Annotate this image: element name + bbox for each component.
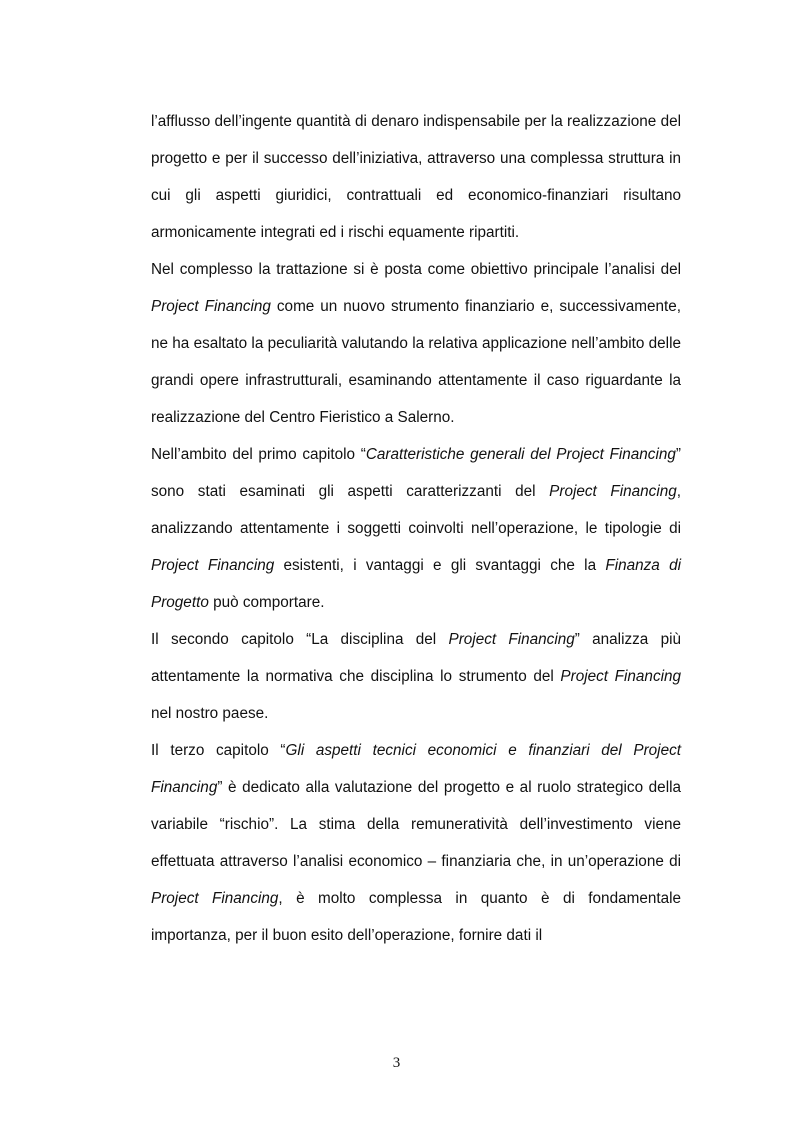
italic-text-segment: Finanza di Progetto [151, 557, 681, 611]
text-segment: , analizzando attentamente i soggetti coinvolti nell’operazione, le tipologie di [151, 483, 681, 537]
text-segment: Nell’ambito del primo capitolo “ [151, 446, 366, 463]
body-text [151, 103, 681, 954]
italic-text-segment: Project Financing [151, 298, 271, 315]
italic-text-segment: Project Financing [549, 483, 677, 500]
paragraph [151, 436, 681, 621]
text-segment: Nel complesso la trattazione si è posta come obiettivo principale l’analisi del [151, 261, 681, 278]
text-segment: ” sono stati esaminati gli aspetti caratterizzanti del [151, 446, 681, 500]
text-segment: ” è dedicato alla valutazione del progetto e al ruolo strategico della variabile “rischio”. La stima della remuneratività dell’investimento viene effettuata attraverso l’analisi economico – finanziaria che, in un’operazione di [151, 779, 681, 870]
paragraph [151, 732, 681, 954]
text-segment: nel nostro paese. [151, 705, 269, 722]
text-segment: Il terzo capitolo “ [151, 742, 286, 759]
paragraph [151, 251, 681, 436]
italic-text-segment: Caratteristiche generali del Project Financing [365, 446, 676, 463]
page-number: 3 [392, 1055, 401, 1071]
text-segment: ” analizza più attentamente la normativa che disciplina lo strumento del [151, 631, 681, 685]
text-segment: come un nuovo strumento finanziario e, successivamente, ne ha esaltato la peculiarità valutando la relativa applicazione nell’ambito delle grandi opere infrastrutturali, esaminando attentamente il caso riguardante la realizzazione del Centro Fieristico a Salerno. [151, 298, 681, 426]
text-segment: può comportare. [208, 594, 325, 611]
text-segment: l’afflusso dell’ingente quantità di denaro indispensabile per la realizzazione del progetto e per il successo dell’iniziativa, attraverso una complessa struttura in cui gli aspetti giuridici, contrattuali ed economico-finanziari risultano armonicamente integrati ed i rischi equamente ripartiti. [151, 113, 681, 241]
italic-text-segment: Project Financing [151, 557, 275, 574]
italic-text-segment: Gli aspetti tecnici economici e finanziari del Project Financing [151, 742, 681, 796]
text-segment: esistenti, i vantaggi e gli svantaggi che la [274, 557, 606, 574]
text-segment: , è molto complessa in quanto è di fondamentale importanza, per il buon esito dell’operazione, fornire dati il [151, 890, 682, 944]
italic-text-segment: Project Financing [151, 890, 279, 907]
text-segment: Il secondo capitolo “La disciplina del [151, 631, 449, 648]
italic-text-segment: Project Financing [560, 668, 681, 685]
paragraph [151, 103, 681, 251]
paragraph [151, 621, 681, 732]
italic-text-segment: Project Financing [448, 631, 575, 648]
